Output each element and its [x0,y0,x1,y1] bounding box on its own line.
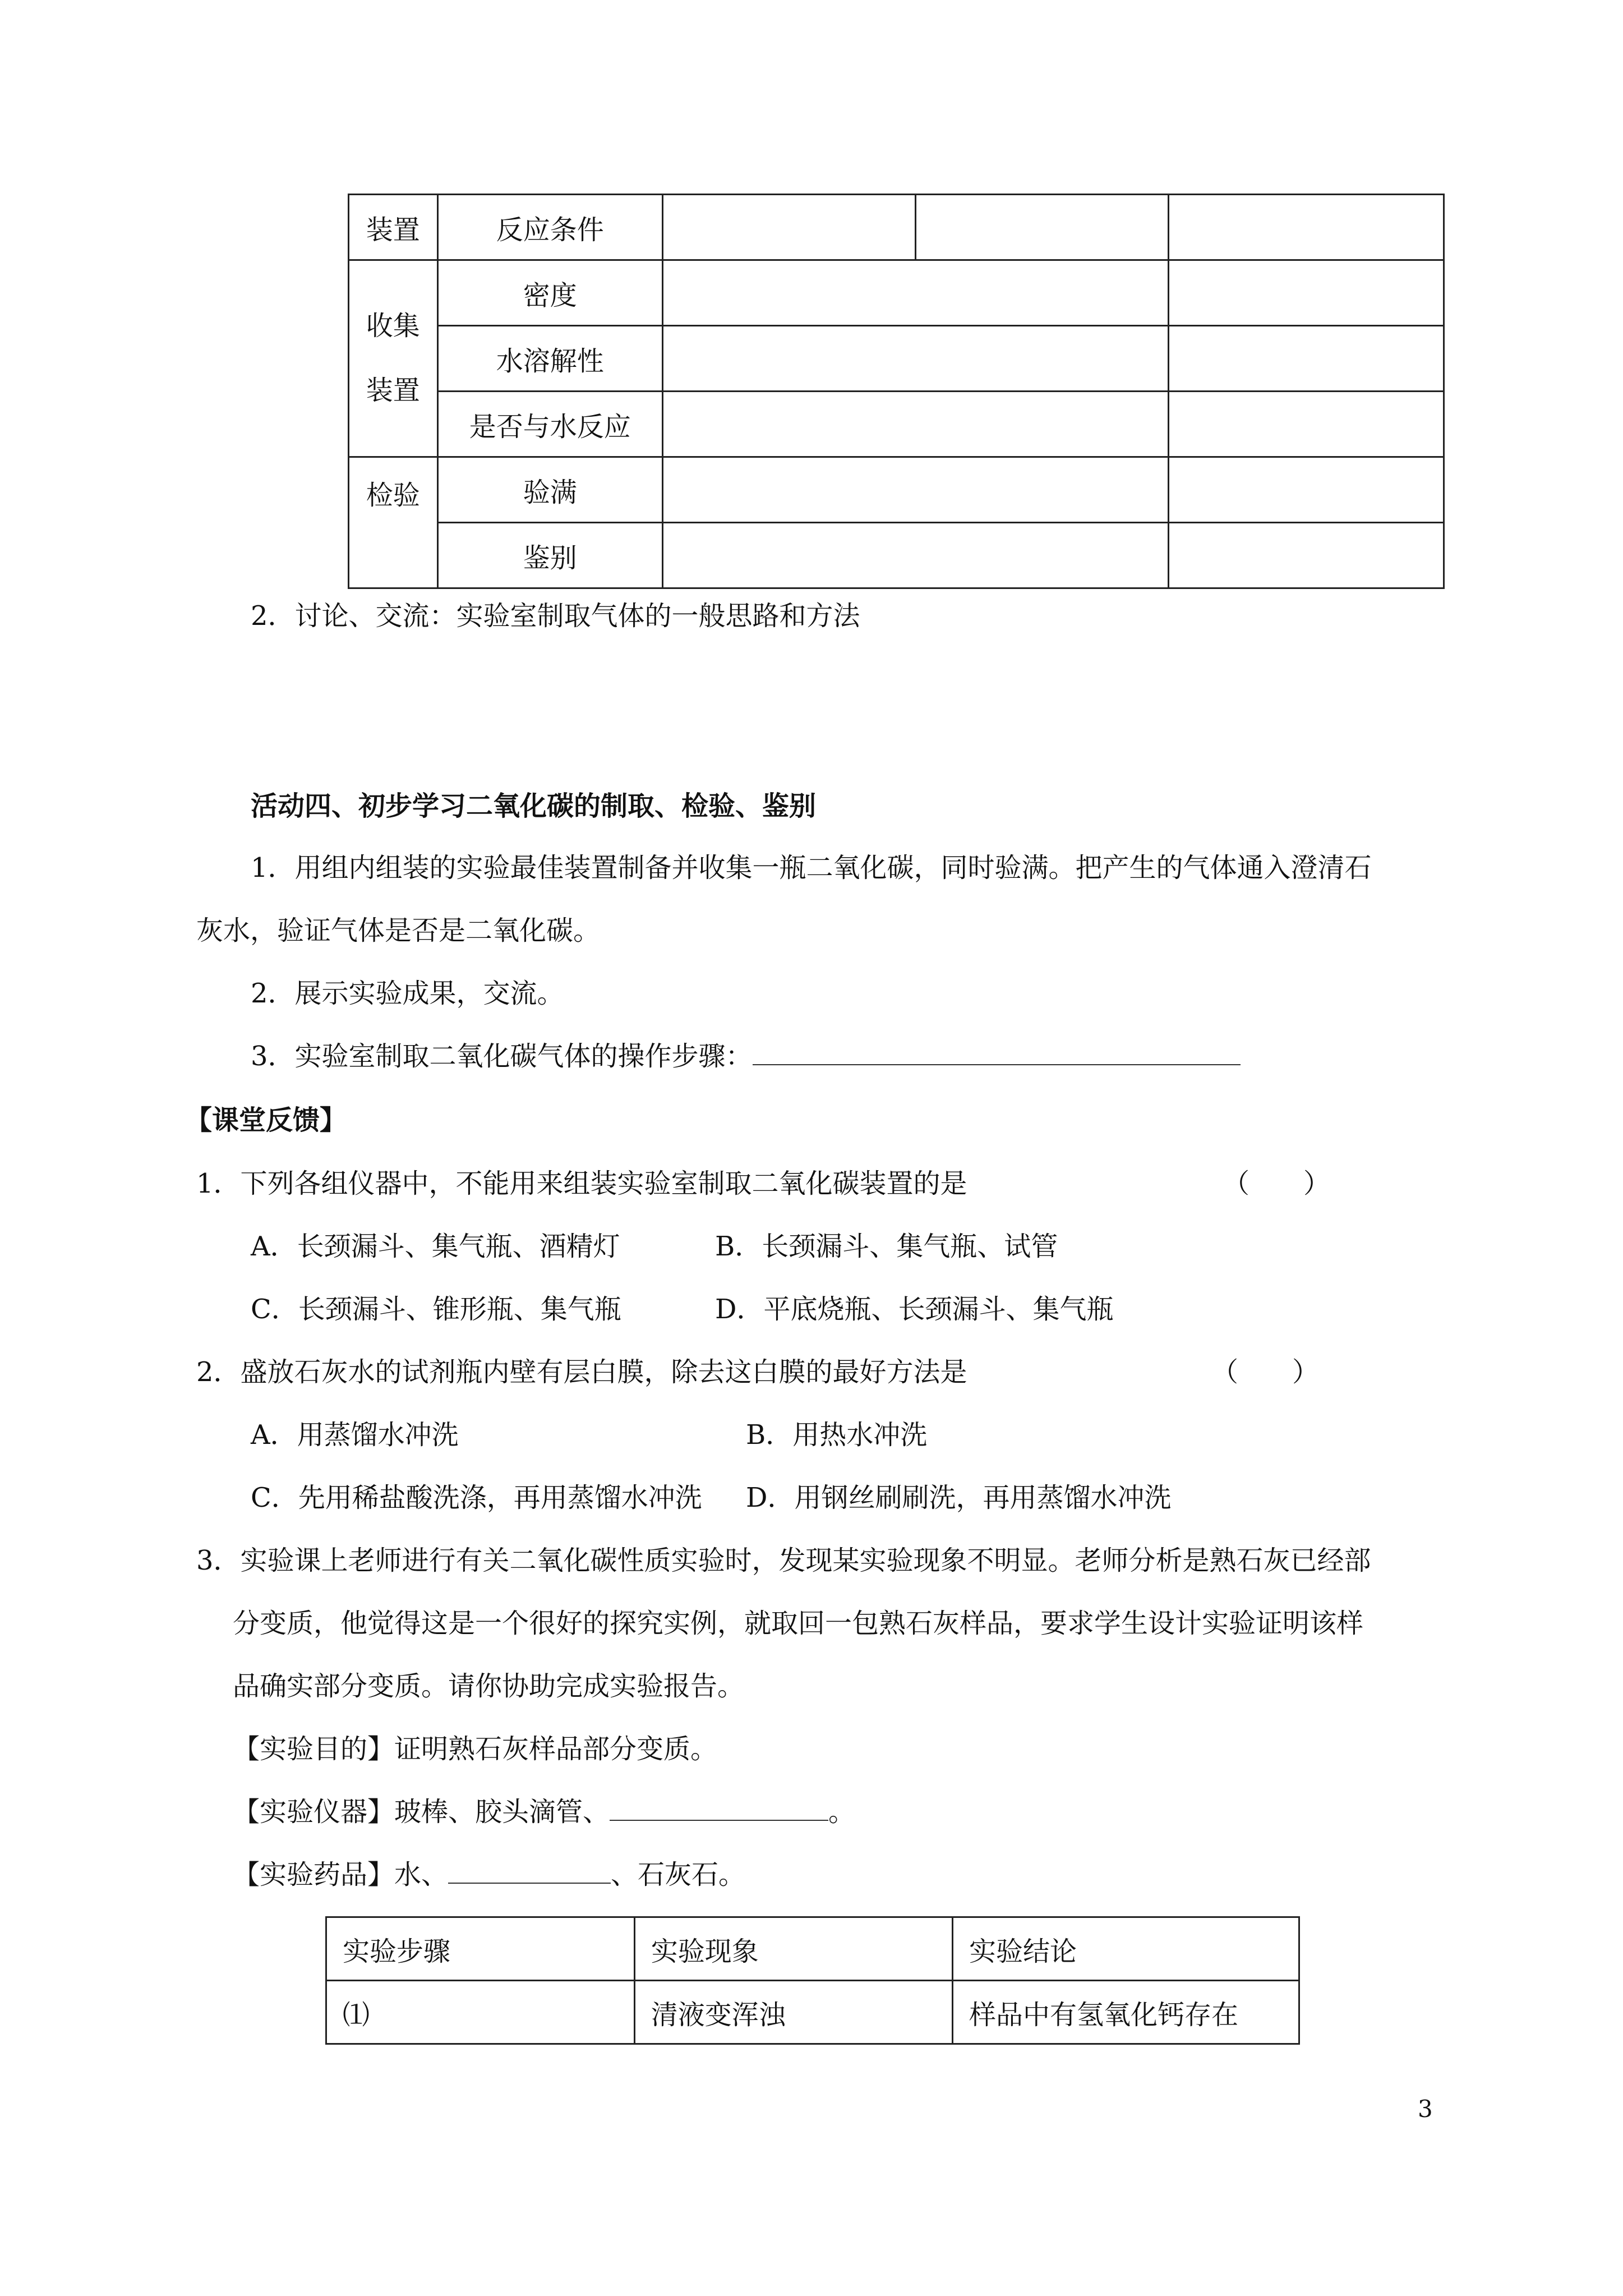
q1-option-b: B．长颈漏斗、集气瓶、试管 [715,1231,1058,1262]
table-header: 实验结论 [952,1917,1299,1981]
table-header: 实验现象 [634,1917,952,1981]
q2-option-a: A．用蒸馏水冲洗 [251,1419,459,1451]
table-cell-blank [663,260,1169,326]
answer-blank [753,1064,1241,1065]
table-cell-blank [1169,260,1444,326]
q1-option-a: A．长颈漏斗、集气瓶、酒精灯 [251,1231,620,1262]
q3-line2: 分变质，他觉得这是一个很好的探究实例，就取回一包熟石灰样品，要求学生设计实验证明该样 [233,1608,1364,1639]
table-cell-blank [663,195,916,260]
gas-preparation-table [348,194,1445,589]
table-cell-blank [916,195,1169,260]
q3-reagents: 【实验药品】水、 、石灰石。 [233,1859,746,1890]
q3-line1: 3．实验课上老师进行有关二氧化碳性质实验时，发现某实验现象不明显。老师分析是熟石灰已经部 [196,1545,1371,1576]
table-cell: 清液变浑浊 [634,1981,952,2044]
table-cell: 样品中有氢氧化钙存在 [952,1981,1299,2044]
table-cell-blank [663,392,1169,457]
page-number: 3 [1418,2095,1433,2123]
table-cell-blank [663,326,1169,392]
activity4-title: 活动四、初步学习二氧化碳的制取、检验、鉴别 [251,790,817,822]
q1-option-d: D．平底烧瓶、长颈漏斗、集气瓶 [715,1294,1114,1325]
q2-answer-paren: （ ） [1211,1356,1320,1388]
discussion-item: 2．讨论、交流：实验室制取气体的一般思路和方法 [251,600,860,632]
activity4-item3: 3．实验室制取二氧化碳气体的操作步骤： [251,1039,1241,1073]
table-cell-label: 密度 [437,260,662,326]
answer-blank [610,1820,828,1821]
table-header: 实验步骤 [326,1917,635,1981]
q2-option-c: C．先用稀盐酸洗涤，再用蒸馏水冲洗 [251,1482,702,1513]
table-cell-blank [1169,195,1444,260]
table-cell-blank [1169,326,1444,392]
table-cell-blank [663,457,1169,523]
table-cell-label: 水溶解性 [437,326,662,392]
activity4-item1-line1: 1．用组内组装的实验最佳装置制备并收集一瓶二氧化碳，同时验满。把产生的气体通入澄清石 [251,852,1372,884]
q2-stem: 2．盛放石灰水的试剂瓶内壁有层白膜，除去这白膜的最好方法是 [196,1356,967,1388]
q1-answer-paren: （ ） [1223,1168,1331,1199]
q2-option-d: D．用钢丝刷刷洗，再用蒸馏水冲洗 [746,1482,1172,1513]
table-cell-label: 鉴别 [437,523,662,588]
table-cell-label: 是否与水反应 [437,392,662,457]
table-cell-label: 验满 [437,457,662,523]
activity4-item2: 2．展示实验成果，交流。 [251,978,564,1009]
table-cell-blank [1169,523,1444,588]
table-cell-blank [1169,392,1444,457]
table-cell-blank [1169,457,1444,523]
table-cell: ⑴ [326,1981,635,2044]
experiment-report-table [325,1916,1300,2045]
activity4-item1-line2: 灰水，验证气体是否是二氧化碳。 [196,915,601,946]
answer-blank [448,1883,611,1884]
table-cell-group: 收集 装置 [349,260,438,457]
table-cell-group: 装置 [349,195,438,260]
q3-apparatus: 【实验仪器】玻棒、胶头滴管、 。 [233,1796,856,1828]
q3-line3: 品确实部分变质。请你协助完成实验报告。 [233,1671,745,1702]
q1-stem: 1．下列各组仪器中，不能用来组装实验室制取二氧化碳装置的是 [196,1168,967,1199]
feedback-heading: 【课堂反馈】 [185,1105,347,1136]
table-cell-label: 反应条件 [437,195,662,260]
q1-option-c: C．长颈漏斗、锥形瓶、集气瓶 [251,1294,621,1325]
q3-purpose: 【实验目的】证明熟石灰样品部分变质。 [233,1733,718,1765]
table-cell-group: 检验 [349,457,438,588]
q2-option-b: B．用热水冲洗 [746,1419,928,1451]
table-cell-blank [663,523,1169,588]
